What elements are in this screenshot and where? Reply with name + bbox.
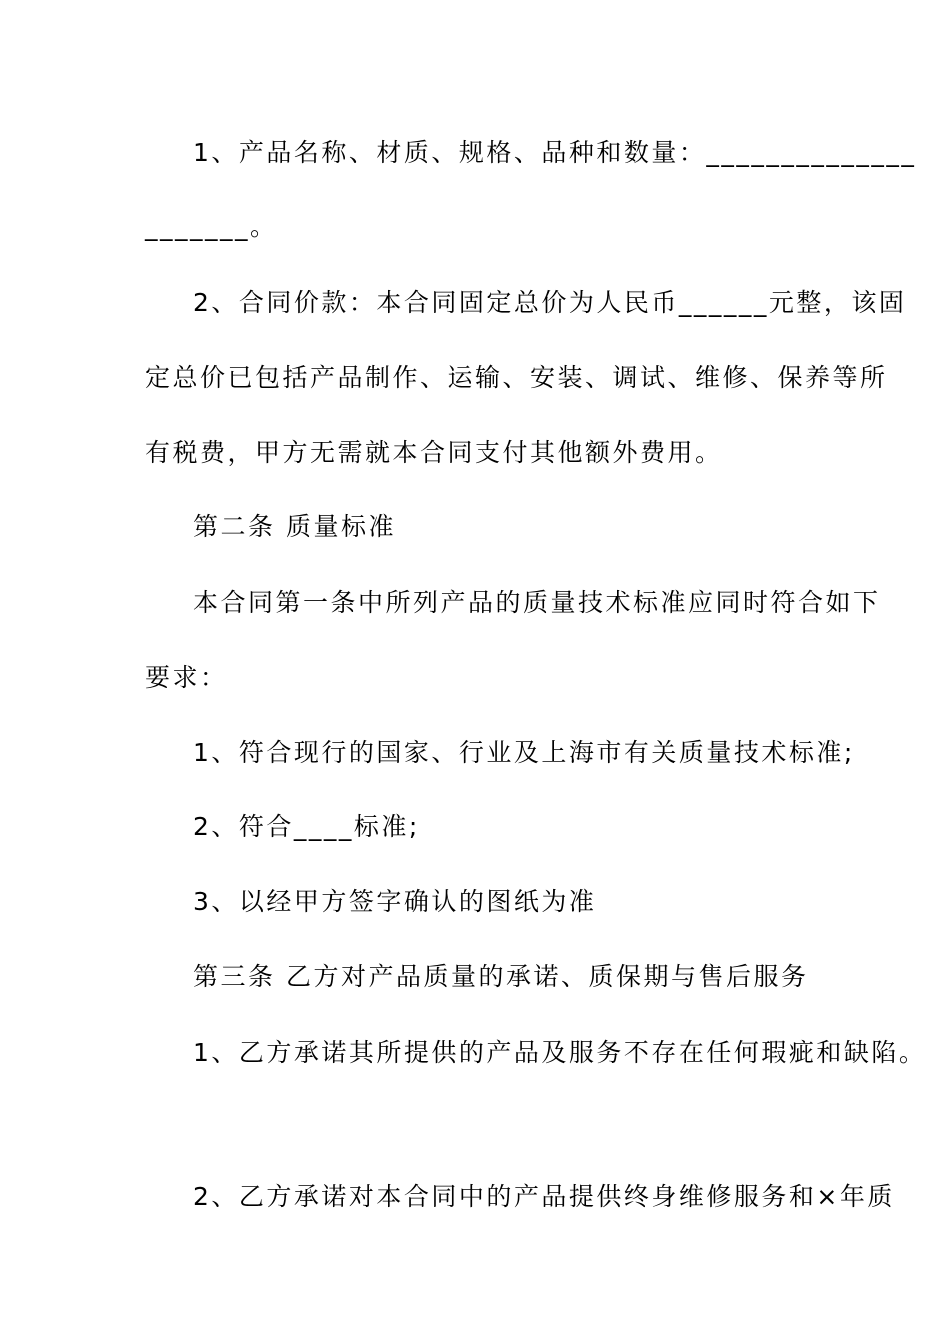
warranty-item-2: 2、乙方承诺对本合同中的产品提供终身维修服务和×年质 bbox=[193, 1182, 895, 1211]
quality-item-1: 1、符合现行的国家、行业及上海市有关质量技术标准; bbox=[193, 738, 855, 767]
item-product-spec-line: 1、产品名称、材质、规格、品种和数量：______________ bbox=[193, 138, 917, 167]
item-contract-price-line: 2、合同价款：本合同固定总价为人民币______元整，该固 bbox=[193, 288, 907, 317]
quality-item-3: 3、以经甲方签字确认的图纸为准 bbox=[193, 887, 597, 916]
warranty-item-1: 1、乙方承诺其所提供的产品及服务不存在任何瑕疵和缺陷。 bbox=[193, 1038, 927, 1067]
item-product-spec-continuation: _______。 bbox=[145, 212, 278, 241]
article-two-heading: 第二条 质量标准 bbox=[193, 512, 396, 541]
item-contract-price-continuation-2: 有税费，甲方无需就本合同支付其他额外费用。 bbox=[145, 438, 723, 467]
item-contract-price-continuation: 定总价已包括产品制作、运输、安装、调试、维修、保养等所 bbox=[145, 363, 888, 392]
quality-standard-intro-continuation: 要求： bbox=[145, 663, 228, 692]
article-three-heading: 第三条 乙方对产品质量的承诺、质保期与售后服务 bbox=[193, 962, 809, 991]
quality-standard-intro: 本合同第一条中所列产品的质量技术标准应同时符合如下 bbox=[193, 588, 881, 617]
quality-item-2: 2、符合____标准; bbox=[193, 812, 420, 841]
